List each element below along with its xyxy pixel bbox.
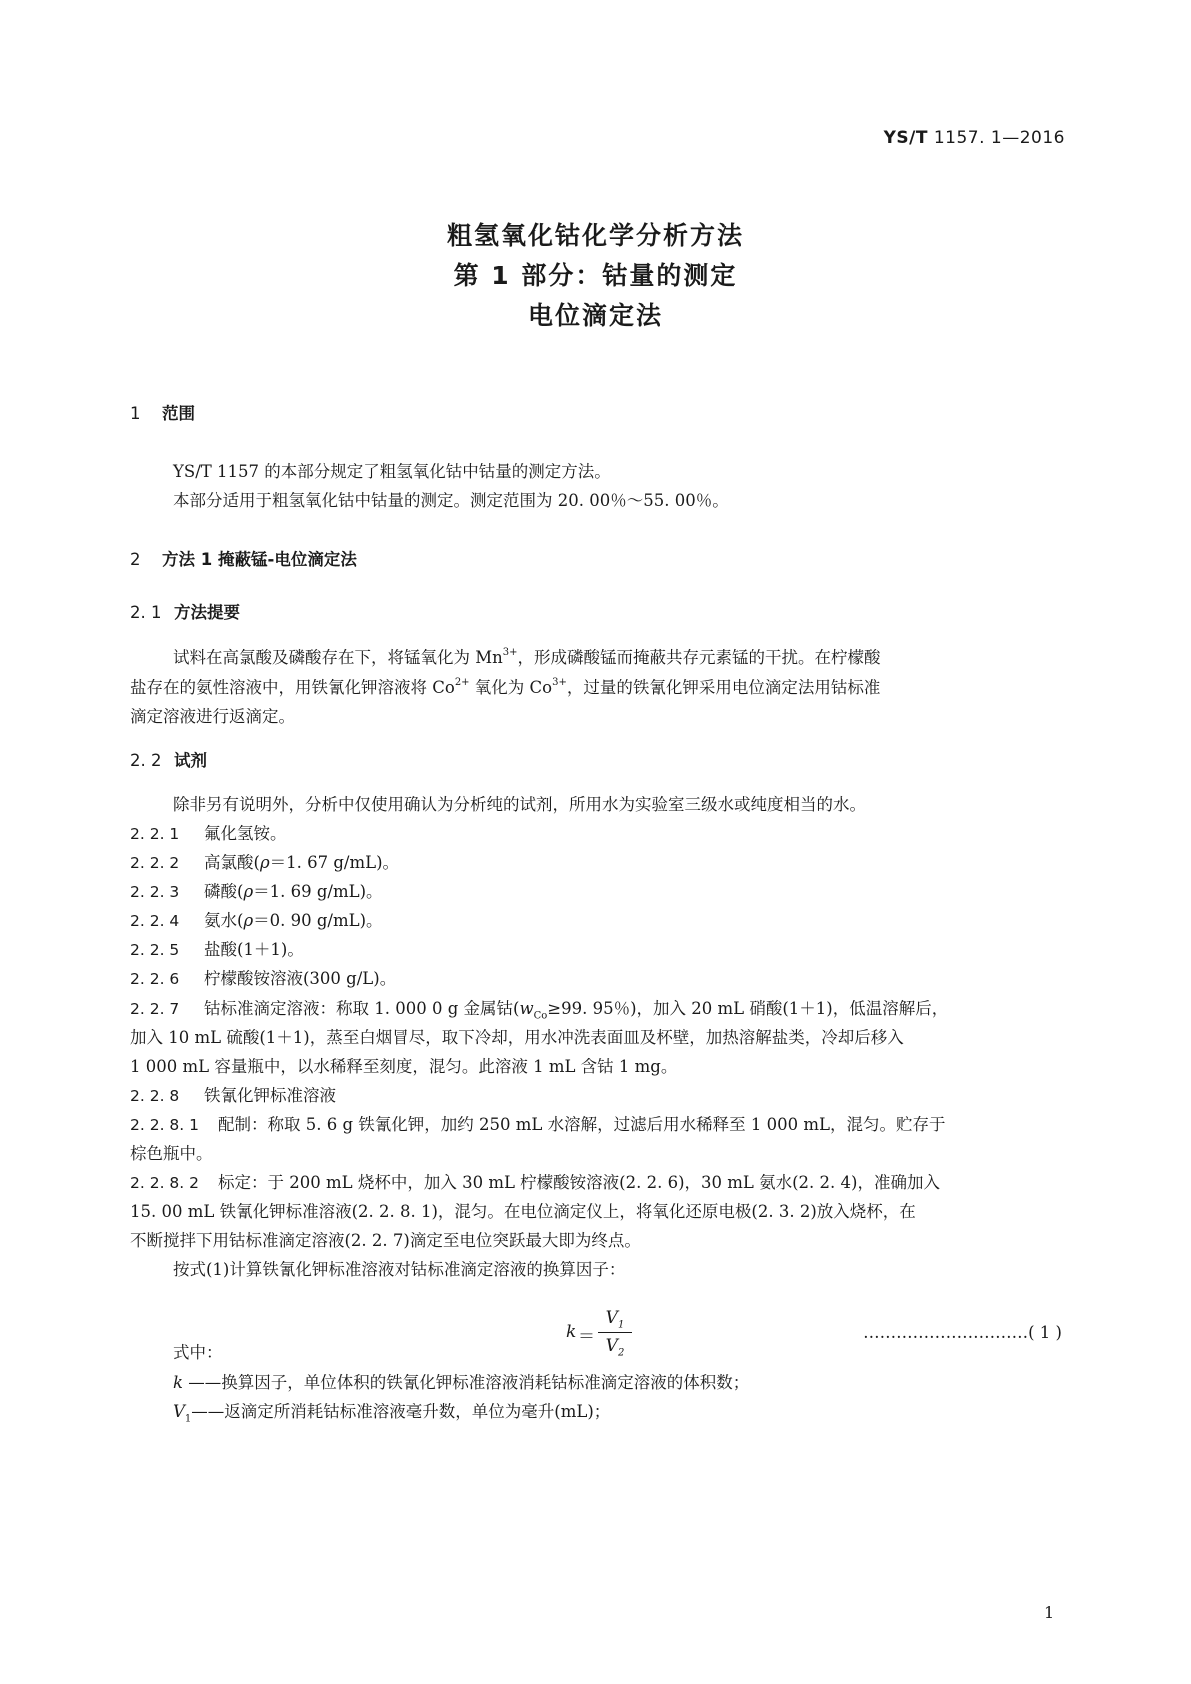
definition-v1 xyxy=(173,1398,1062,1425)
text-run: 试料在高氯酸及磷酸存在下，将锰氧化为 Mn xyxy=(173,648,503,667)
standard-code-prefix: YS/T xyxy=(883,128,928,148)
paragraph: YS/T 1157 的本部分规定了粗氢氧化钴中钴量的测定方法。 xyxy=(173,462,611,481)
reagent-item xyxy=(130,1169,1062,1193)
text-run: ，形成磷酸锰而掩蔽共存元素锰的干扰。在柠檬酸 xyxy=(517,648,881,667)
paragraph-line: 15. 00 mL 铁氰化钾标准溶液(2. 2. 8. 1)，混匀。在电位滴定仪上，将氧化还原电极(2. 3. 2)放入烧杯，在 xyxy=(130,1202,916,1221)
subscript: 2 xyxy=(617,1347,625,1359)
reagent-item xyxy=(130,820,1062,844)
superscript: 2+ xyxy=(454,677,470,688)
item-text: ＝0. 90 g/mL)。 xyxy=(253,911,383,930)
reagent-item xyxy=(130,965,1062,989)
rho-symbol: ρ xyxy=(259,853,270,872)
item-number: 2. 2. 8. 1 xyxy=(130,1116,200,1134)
item-number: 2. 2. 7 xyxy=(130,1000,180,1018)
section-number: 1 xyxy=(130,404,141,423)
text-run: 氧化为 Co xyxy=(469,678,553,697)
section-1-heading xyxy=(130,400,195,424)
section-title: 范围 xyxy=(162,404,195,423)
symbol: k xyxy=(173,1373,183,1392)
mass-fraction-symbol: w xyxy=(519,999,534,1018)
text-run: 盐存在的氨性溶液中，用铁氰化钾溶液将 Co xyxy=(130,678,455,697)
rho-symbol: ρ xyxy=(243,882,254,901)
dot-leader: ………………………… xyxy=(863,1323,1029,1342)
item-text: 高氯酸( xyxy=(204,853,260,872)
standard-code xyxy=(884,128,1065,148)
item-text: 标定：于 200 mL 烧杯中，加入 30 mL 柠檬酸铵溶液(2. 2. 6)，30 mL 氨水(2. 2. 4)，准确加入 xyxy=(218,1173,940,1192)
paragraph: 本部分适用于粗氢氧化钴中钴量的测定。测定范围为 20. 00％～55. 00％。 xyxy=(173,491,729,510)
variable-v: V xyxy=(605,1308,618,1328)
section-2-1-heading xyxy=(130,599,240,623)
formula-equals: ＝ xyxy=(578,1327,595,1347)
fraction-numerator xyxy=(598,1308,632,1330)
item-text: 氟化氢铵。 xyxy=(204,824,287,843)
item-text: ≥99. 95％)，加入 20 mL 硝酸(1＋1)，低温溶解后， xyxy=(547,999,949,1018)
paragraph: 除非另有说明外，分析中仅使用确认为分析纯的试剂，所用水为实验室三级水或纯度相当的水。 xyxy=(173,795,866,814)
reagent-item xyxy=(130,907,1062,931)
formula-variable-k: k xyxy=(566,1322,577,1342)
reagent-item xyxy=(130,1111,1062,1135)
item-number: 2. 2. 5 xyxy=(130,941,180,959)
definition-text: ——换算因子，单位体积的铁氰化钾标准溶液消耗钴标准滴定溶液的体积数； xyxy=(183,1373,750,1392)
text-run: ，过量的铁氰化钾采用电位滴定法用钴标准 xyxy=(566,678,881,697)
item-text: ＝1. 69 g/mL)。 xyxy=(253,882,383,901)
item-number: 2. 2. 2 xyxy=(130,854,180,872)
section-number: 2. 1 xyxy=(130,603,162,622)
subscript: 1 xyxy=(617,1319,625,1331)
item-text: 柠檬酸铵溶液(300 g/L)。 xyxy=(204,969,397,988)
reagent-item xyxy=(130,1082,1062,1106)
item-text: 配制：称取 5. 6 g 铁氰化钾，加约 250 mL 水溶解，过滤后用水稀释至 1 000 mL，混匀。贮存于 xyxy=(218,1115,946,1134)
section-2-2-heading xyxy=(130,747,207,771)
item-number: 2. 2. 8 xyxy=(130,1087,180,1105)
item-number: 2. 2. 6 xyxy=(130,970,180,988)
title-line-1: 粗氢氧化钴化学分析方法 xyxy=(446,221,744,250)
paragraph-line xyxy=(173,644,1062,668)
fraction-bar xyxy=(598,1332,632,1333)
paragraph-line xyxy=(130,674,1062,698)
item-text: 钴标准滴定溶液：称取 1. 000 0 g 金属钴( xyxy=(204,999,520,1018)
item-text: 铁氰化钾标准溶液 xyxy=(204,1086,336,1105)
paragraph-line: 1 000 mL 容量瓶中，以水稀释至刻度，混匀。此溶液 1 mL 含钴 1 mg。 xyxy=(130,1057,678,1076)
paragraph-line: 加入 10 mL 硫酸(1＋1)，蒸至白烟冒尽，取下冷却，用水冲洗表面皿及杯壁，加热溶解盐类，冷却后移入 xyxy=(130,1028,904,1047)
symbol: V xyxy=(173,1402,185,1421)
item-text: 磷酸( xyxy=(204,882,244,901)
title-line-2: 第 1 部分：钴量的测定 xyxy=(453,261,738,290)
reagent-item xyxy=(130,878,1062,902)
title-line-3: 电位滴定法 xyxy=(527,301,663,330)
equation-label: ( 1 ) xyxy=(1028,1323,1062,1342)
superscript: 3+ xyxy=(552,677,567,688)
paragraph-line: 滴定溶液进行返滴定。 xyxy=(130,707,295,726)
item-number: 2. 2. 8. 2 xyxy=(130,1174,200,1192)
rho-symbol: ρ xyxy=(243,911,254,930)
definition-k xyxy=(173,1369,1062,1393)
where-label: 式中： xyxy=(173,1343,223,1362)
superscript: 3+ xyxy=(502,647,518,658)
item-number: 2. 2. 4 xyxy=(130,912,180,930)
definition-text: ——返滴定所消耗钴标准溶液毫升数，单位为毫升(mL)； xyxy=(191,1402,611,1421)
section-title: 方法提要 xyxy=(174,603,240,622)
variable-v: V xyxy=(605,1336,618,1356)
subscript: 1 xyxy=(184,1413,192,1425)
item-text: ＝1. 67 g/mL)。 xyxy=(269,853,400,872)
item-number: 2. 2. 3 xyxy=(130,883,180,901)
section-number: 2. 2 xyxy=(130,751,162,770)
section-2-heading xyxy=(130,546,357,570)
paragraph-line: 不断搅拌下用钴标准滴定溶液(2. 2. 7)滴定至电位突跃最大即为终点。 xyxy=(130,1231,641,1250)
page-number: 1 xyxy=(1044,1603,1055,1622)
subscript: Co xyxy=(533,1010,548,1022)
section-number: 2 xyxy=(130,550,141,569)
reagent-item xyxy=(130,936,1062,960)
reagent-item xyxy=(130,849,1062,873)
section-title: 方法 1 掩蔽锰-电位滴定法 xyxy=(162,550,357,569)
item-text: 氨水( xyxy=(204,911,244,930)
standard-code-number: 1157. 1—2016 xyxy=(933,128,1065,148)
section-title: 试剂 xyxy=(174,751,207,770)
item-number: 2. 2. 1 xyxy=(130,825,180,843)
paragraph: 按式(1)计算铁氰化钾标准溶液对钴标准滴定溶液的换算因子： xyxy=(173,1260,626,1279)
reagent-item xyxy=(130,995,1062,1022)
paragraph-line: 棕色瓶中。 xyxy=(130,1144,213,1163)
item-text: 盐酸(1＋1)。 xyxy=(204,940,304,959)
